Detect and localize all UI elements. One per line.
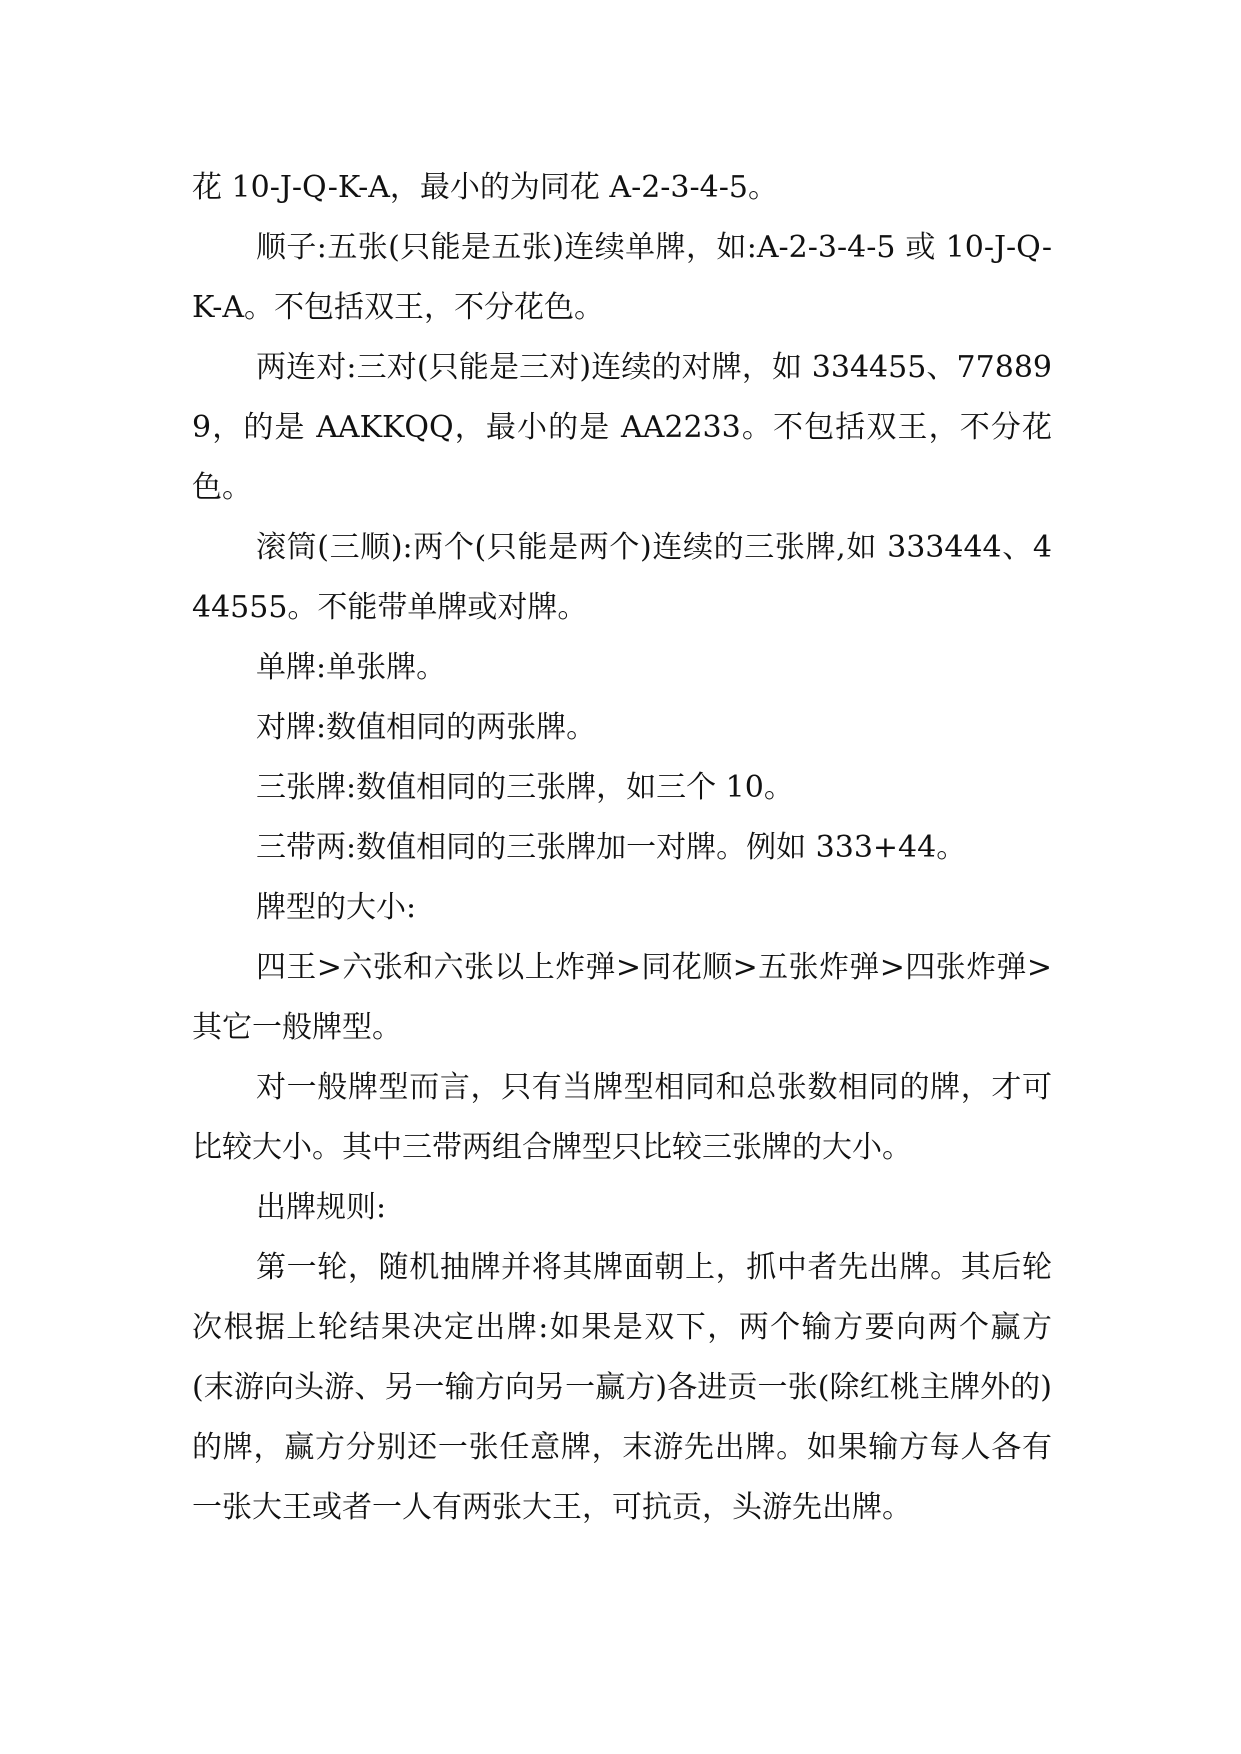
paragraph-full-house: 三带两:数值相同的三张牌加一对牌。例如 333+44。 xyxy=(256,830,967,865)
document-body xyxy=(192,158,1052,1538)
paragraph-straight: 顺子:五张(只能是五张)连续单牌，如:A-2-3-4-5 或 10-J-Q-K-A。不包括双王，不分花色。 xyxy=(192,230,1052,325)
paragraph-single: 单牌:单张牌。 xyxy=(256,650,447,685)
paragraph-flush-royal-continuation: 花 10-J-Q-K-A，最小的为同花 A-2-3-4-5。 xyxy=(192,170,778,205)
paragraph-triple-sequence: 滚筒(三顺):两个(只能是两个)连续的三张牌,如 333444、444555。不能带单牌或对牌。 xyxy=(192,530,1052,625)
paragraph-pair: 对牌:数值相同的两张牌。 xyxy=(256,710,597,745)
paragraph-play-rules: 第一轮，随机抽牌并将其牌面朝上，抓中者先出牌。其后轮次根据上轮结果决定出牌:如果是双下，两个输方要向两个赢方(末游向头游、另一输方向另一赢方)各进贡一张(除红桃主牌外的)的牌，赢方分别还一张任意牌，末游先出牌。如果输方每人各有一张大王或者一人有两张大王，可抗贡，头游先出牌。 xyxy=(192,1250,1052,1525)
paragraph-ranking-order: 四王>六张和六张以上炸弹>同花顺>五张炸弹>四张炸弹>其它一般牌型。 xyxy=(192,950,1052,1045)
paragraph-play-rules-heading: 出牌规则: xyxy=(256,1190,387,1225)
paragraph-three-of-a-kind: 三张牌:数值相同的三张牌，如三个 10。 xyxy=(256,770,794,805)
paragraph-comparison-rule: 对一般牌型而言，只有当牌型相同和总张数相同的牌，才可比较大小。其中三带两组合牌型只比较三张牌的大小。 xyxy=(192,1070,1052,1165)
paragraph-consecutive-pairs: 两连对:三对(只能是三对)连续的对牌，如 334455、778899，的是 AAKKQQ，最小的是 AA2233。不包括双王，不分花色。 xyxy=(192,350,1052,505)
paragraph-ranking-heading: 牌型的大小: xyxy=(256,890,417,925)
